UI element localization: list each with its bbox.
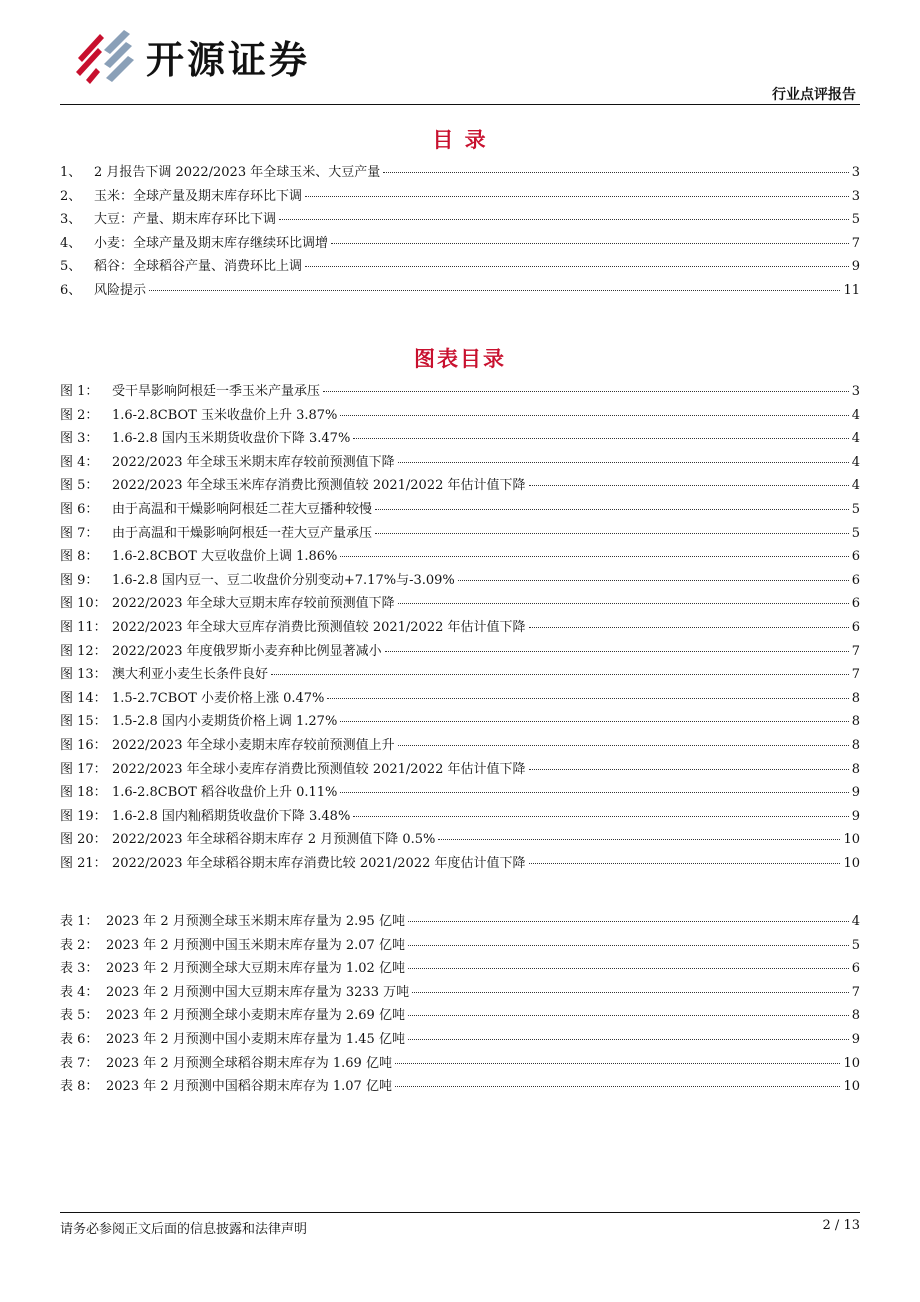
entry-number: 1、 [60,165,82,180]
entry-title: 2023 年 2 月预测中国稻谷期末库存为 1.07 亿吨 [106,1079,392,1095]
toc-entry[interactable] [60,161,860,185]
entry-page-number: 10 [843,1079,860,1095]
table-toc-entry[interactable] [60,1028,860,1052]
entry-title: 由于高温和干燥影响阿根廷一茬大豆产量承压 [112,525,373,541]
entry-page-number: 5 [851,937,860,953]
entry-title: 2022/2023 年全球大豆期末库存较前预测值下降 [112,596,395,612]
entry-page-number: 8 [851,690,860,706]
leader-dots [408,968,849,969]
leader-dots [383,172,849,173]
company-logo [74,28,310,84]
entry-title: 2023 年 2 月预测全球玉米期末库存量为 2.95 亿吨 [106,914,405,929]
report-type-label: 行业点评报告 [772,87,856,103]
leader-dots [331,243,849,244]
figure-toc-entry[interactable] [60,404,860,428]
entry-title: 2023 年 2 月预测中国小麦期末库存量为 1.45 亿吨 [106,1031,405,1047]
table-toc-entry[interactable] [60,957,860,981]
entry-number: 图 7： [60,525,99,541]
entry-title: 2022/2023 年全球小麦期末库存较前预测值上升 [112,737,395,753]
table-toc-entry[interactable] [60,981,860,1005]
leader-dots [398,603,849,604]
page-indicator: 2 / 13 [822,1218,860,1233]
entry-page-number: 11 [843,282,860,298]
figure-toc-entry[interactable] [60,734,860,758]
entry-page-number: 8 [851,761,860,777]
entry-page-number: 6 [851,596,860,612]
entry-title: 1.5-2.7CBOT 小麦价格上涨 0.47% [112,690,325,706]
entry-page-number: 10 [843,832,860,848]
entry-title: 2 月报告下调 2022/2023 年全球玉米、大豆产量 [94,165,381,180]
leader-dots [408,945,849,946]
entry-number: 图 16： [60,737,107,753]
entry-number: 图 8： [60,549,99,565]
figure-toc-entry[interactable] [60,781,860,805]
entry-title: 1.6-2.8CBOT 大豆收盘价上调 1.86% [112,549,338,565]
entry-page-number: 9 [851,1031,860,1047]
entry-page-number: 7 [851,667,860,683]
entry-page-number: 6 [851,619,860,635]
entry-page-number: 7 [851,984,860,1000]
entry-title: 受干旱影响阿根廷一季玉米产量承压 [112,384,321,399]
figure-toc-entry[interactable] [60,427,860,451]
entry-number: 图 20： [60,832,107,848]
entry-page-number: 10 [843,1055,860,1071]
leader-dots [398,462,849,463]
entry-page-number: 4 [851,454,860,470]
entry-page-number: 9 [851,259,860,275]
leader-dots [412,992,849,993]
entry-page-number: 8 [851,737,860,753]
entry-number: 图 12： [60,643,107,659]
entry-number: 图 1： [60,384,99,399]
figure-toc-entry[interactable] [60,852,860,876]
entry-title: 1.6-2.8 国内玉米期货收盘价下降 3.47% [112,431,351,447]
entry-page-number: 3 [851,188,860,204]
leader-dots [438,839,840,840]
entry-number: 图 18： [60,785,107,801]
entry-number: 5、 [60,259,82,275]
leader-dots [340,556,848,557]
tables-toc-list [60,910,860,1099]
entry-number: 4、 [60,235,82,251]
entry-number: 表 5： [60,1008,99,1024]
entry-title: 2023 年 2 月预测中国大豆期末库存量为 3233 万吨 [106,984,410,1000]
entry-number: 图 4： [60,454,99,470]
entry-number: 图 19： [60,808,107,824]
entry-page-number: 9 [851,785,860,801]
entry-page-number: 7 [851,643,860,659]
leader-dots [305,266,849,267]
entry-title: 玉米：全球产量及期末库存环比下调 [94,188,303,204]
figure-toc-entry[interactable] [60,498,860,522]
leader-dots [323,391,849,392]
entry-number: 图 9： [60,572,99,588]
table-toc-entry[interactable] [60,1004,860,1028]
entry-number: 表 8： [60,1079,99,1095]
entry-number: 图 21： [60,855,107,871]
figure-toc-entry[interactable] [60,805,860,829]
leader-dots [529,485,849,486]
leader-dots [408,1015,849,1016]
figure-toc-entry[interactable] [60,758,860,782]
entry-title: 2023 年 2 月预测中国玉米期末库存量为 2.07 亿吨 [106,937,405,953]
toc-title: 目 录 [432,128,488,152]
leader-dots [353,816,848,817]
page-header [60,22,860,104]
entry-page-number: 5 [851,501,860,517]
entry-number: 3、 [60,212,82,228]
leader-dots [340,721,848,722]
leader-dots [529,627,849,628]
entry-page-number: 4 [851,407,860,423]
footer-disclaimer: 请务必参阅正文后面的信息披露和法律声明 [60,1222,308,1237]
entry-title: 1.5-2.8 国内小麦期货价格上调 1.27% [112,714,338,730]
leader-dots [375,533,849,534]
figure-toc-entry[interactable] [60,710,860,734]
entry-title: 2023 年 2 月预测全球稻谷期末库存为 1.69 亿吨 [106,1055,392,1071]
toc-entry[interactable] [60,255,860,279]
leader-dots [305,196,849,197]
entry-page-number: 8 [851,1008,860,1024]
entry-page-number: 5 [851,212,860,228]
entry-title: 稻谷：全球稻谷产量、消费环比上调 [94,259,303,275]
toc-entry[interactable] [60,279,860,303]
entry-title: 2023 年 2 月预测全球小麦期末库存量为 2.69 亿吨 [106,1008,405,1024]
leader-dots [279,219,849,220]
entry-number: 图 6： [60,501,99,517]
entry-title: 1.6-2.8CBOT 稻谷收盘价上升 0.11% [112,785,338,801]
entry-number: 图 11： [60,619,107,635]
leader-dots [408,921,849,922]
figure-toc-entry[interactable] [60,616,860,640]
table-toc-entry[interactable] [60,1052,860,1076]
figure-toc-entry[interactable] [60,474,860,498]
leader-dots [271,674,849,675]
entry-title: 2022/2023 年全球小麦库存消费比预测值较 2021/2022 年估计值下降 [112,761,526,777]
table-toc-entry[interactable] [60,910,860,934]
entry-title: 澳大利亚小麦生长条件良好 [112,667,269,683]
figure-toc-entry[interactable] [60,592,860,616]
entry-page-number: 3 [851,165,860,180]
leader-dots [340,792,848,793]
entry-title: 2023 年 2 月预测全球大豆期末库存量为 1.02 亿吨 [106,961,405,977]
entry-page-number: 6 [851,549,860,565]
figures-toc-list [60,380,860,875]
entry-title: 1.6-2.8 国内籼稻期货收盘价下降 3.48% [112,808,351,824]
toc-entry[interactable] [60,208,860,232]
leader-dots [327,698,848,699]
leader-dots [408,1039,849,1040]
leader-dots [340,415,848,416]
entry-title: 2022/2023 年全球稻谷期末库存 2 月预测值下降 0.5% [112,832,436,848]
entry-page-number: 3 [851,384,860,399]
entry-number: 图 3： [60,431,99,447]
toc-entry[interactable] [60,232,860,256]
figure-toc-entry[interactable] [60,451,860,475]
entry-number: 图 2： [60,407,99,423]
leader-dots [529,769,849,770]
entry-title: 由于高温和干燥影响阿根廷二茬大豆播种较慢 [112,501,373,517]
entry-page-number: 4 [851,914,860,929]
kaiyuan-logo-icon [74,28,136,84]
figure-toc-entry[interactable] [60,640,860,664]
entry-title: 2022/2023 年全球稻谷期末库存消费比较 2021/2022 年度估计值下降 [112,855,526,871]
leader-dots [375,509,849,510]
table-toc-entry[interactable] [60,934,860,958]
leader-dots [395,1063,840,1064]
figures-toc-title: 图表目录 [414,347,506,371]
entry-number: 表 2： [60,937,99,953]
entry-page-number: 10 [843,855,860,871]
leader-dots [398,745,849,746]
entry-page-number: 6 [851,572,860,588]
entry-page-number: 5 [851,525,860,541]
entry-number: 图 14： [60,690,107,706]
entry-page-number: 8 [851,714,860,730]
figure-toc-entry[interactable] [60,828,860,852]
table-toc-entry[interactable] [60,1075,860,1099]
entry-page-number: 4 [851,478,860,494]
entry-title: 2022/2023 年全球大豆库存消费比预测值较 2021/2022 年估计值下降 [112,619,526,635]
leader-dots [458,580,849,581]
entry-title: 1.6-2.8CBOT 玉米收盘价上升 3.87% [112,407,338,423]
entry-number: 表 1： [60,914,99,929]
entry-title: 风险提示 [94,282,147,298]
entry-number: 表 7： [60,1055,99,1071]
entry-number: 图 15： [60,714,107,730]
entry-page-number: 4 [851,431,860,447]
entry-number: 图 10： [60,596,107,612]
entry-title: 1.6-2.8 国内豆一、豆二收盘价分别变动+7.17%与-3.09% [112,572,455,588]
entry-number: 图 5： [60,478,99,494]
entry-page-number: 9 [851,808,860,824]
figure-toc-entry[interactable] [60,569,860,593]
figure-toc-entry[interactable] [60,522,860,546]
figure-toc-entry[interactable] [60,663,860,687]
entry-number: 表 3： [60,961,99,977]
entry-number: 表 4： [60,984,99,1000]
entry-title: 小麦：全球产量及期末库存继续环比调增 [94,235,329,251]
header-divider [60,104,860,105]
entry-number: 2、 [60,188,82,204]
entry-title: 2022/2023 年全球玉米期末库存较前预测值下降 [112,454,395,470]
company-name: 开源证券 [146,37,311,82]
leader-dots [149,290,840,291]
entry-number: 图 17： [60,761,107,777]
entry-title: 2022/2023 年度俄罗斯小麦弃种比例显著减小 [112,643,382,659]
figure-toc-entry[interactable] [60,545,860,569]
figure-toc-entry[interactable] [60,687,860,711]
leader-dots [353,438,848,439]
leader-dots [395,1086,840,1087]
entry-title: 2022/2023 年全球玉米库存消费比预测值较 2021/2022 年估计值下降 [112,478,526,494]
entry-number: 表 6： [60,1031,99,1047]
footer-divider [60,1212,860,1213]
entry-number: 图 13： [60,667,107,683]
entry-number: 6、 [60,282,82,298]
toc-entry[interactable] [60,185,860,209]
leader-dots [385,651,849,652]
leader-dots [529,863,841,864]
entry-page-number: 7 [851,235,860,251]
entry-title: 大豆：产量、期末库存环比下调 [94,212,277,228]
toc-list [60,161,860,303]
figure-toc-entry[interactable] [60,380,860,404]
entry-page-number: 6 [851,961,860,977]
